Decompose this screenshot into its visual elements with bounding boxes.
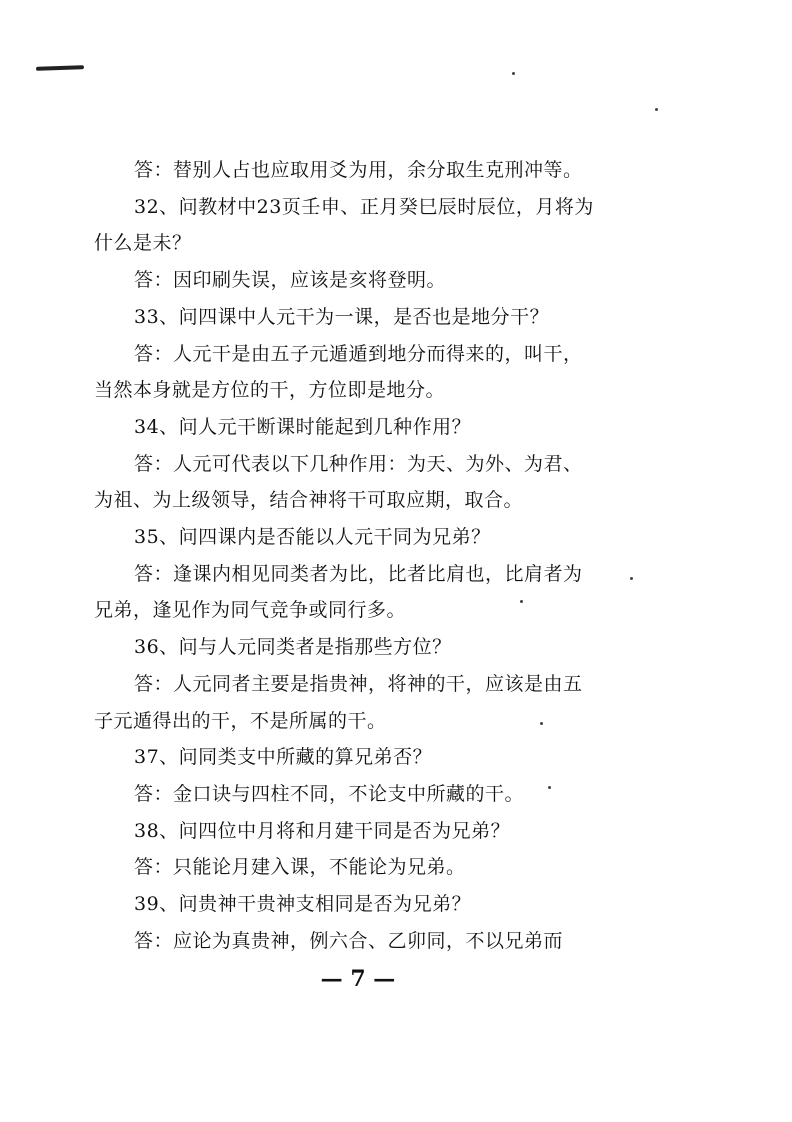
text-line: 答：替别人占也应取用爻为用，余分取生克刑冲等。 (134, 159, 583, 181)
text-line: 答：人元同者主要是指贵神，将神的干，应该是由五 (134, 672, 583, 695)
text-line: 答：人元干是由五子元遁遁到地分而得来的，叫干， (134, 342, 583, 365)
scan-smudge (36, 65, 84, 71)
text-line: 36、问与人元同类者是指那些方位？ (134, 636, 452, 659)
text-line: 39、问贵神干贵神支相同是否为兄弟？ (134, 893, 472, 916)
text-line: 为祖、为上级领导，结合神将干可取应期，取合。 (94, 489, 524, 512)
text-line: 35、问四课内是否能以人元干同为兄弟？ (134, 526, 491, 549)
scan-speck (630, 577, 633, 580)
text-line: 37、问同类支中所藏的算兄弟否？ (134, 746, 433, 769)
text-line: 什么是未？ (94, 232, 192, 255)
text-line: 34、问人元干断课时能起到几种作用？ (134, 415, 472, 438)
page-number: — 7 — (320, 966, 396, 992)
text-line: 子元遁得出的干，不是所属的干。 (94, 709, 387, 732)
scan-speck (655, 108, 658, 111)
text-line: 答：逢课内相见同类者为比，比者比肩也，比肩者为 (134, 562, 583, 585)
text-line: 兄弟，逢见作为同气竞争或同行多。 (94, 599, 407, 622)
text-line: 答：因印刷失误，应该是亥将登明。 (134, 269, 447, 292)
text-line: 答：人元可代表以下几种作用：为天、为外、为君、 (134, 452, 583, 475)
text-line: 33、问四课中人元干为一课，是否也是地分干？ (134, 305, 550, 328)
text-line: 答：只能论月建入课，不能论为兄弟。 (134, 856, 466, 879)
text-line: 38、问四位中月将和月建干同是否为兄弟？ (134, 819, 511, 842)
body-text (94, 152, 614, 959)
text-line: 当然本身就是方位的干，方位即是地分。 (94, 379, 446, 402)
text-line: 答：应论为真贵神，例六合、乙卯同，不以兄弟而 (134, 929, 564, 952)
scan-speck (512, 72, 515, 75)
text-line: 答：金口诀与四柱不同，不论支中所藏的干。 (134, 782, 525, 805)
text-line: 32、问教材中23页壬申、正月癸巳辰时辰位，月将为 (134, 195, 594, 218)
